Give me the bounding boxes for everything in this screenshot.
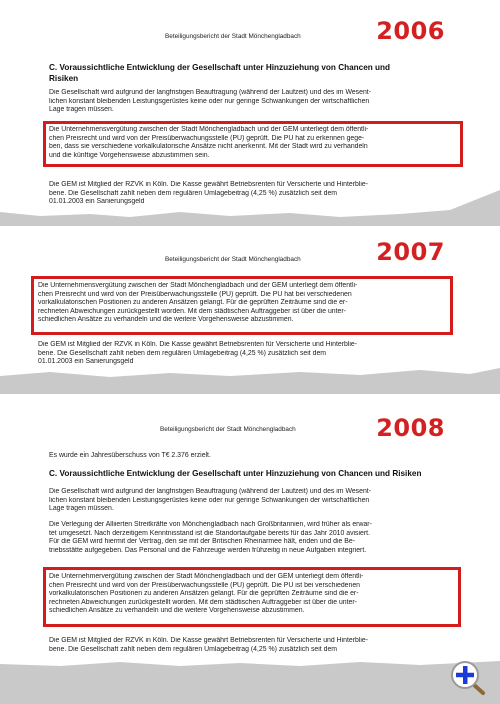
zoom-in-magnifier-icon	[450, 660, 486, 696]
surplus-line: Es wurde ein Jahresüberschuss von T€ 2.376 erzielt.	[49, 452, 211, 459]
torn-edge	[0, 646, 500, 704]
paragraph-relocation: Die Verlegung der Alliierten Streitkräfte von Mönchengladbach nach Großbritannien, wird früher als erwar- tet umgesetzt. Nach derzeitigem Kenntnisstand ist die Standortaufgabe bereits für das Jahr 2010 avisiert. Für die GEM wird hiermit der Vertrag, den sie mit der Britischen Rheinarmee hält, enden und die Be- triebsstätte aufgegeben. Das Personal und die Fahrzeuge werden frühzeitig in neue Aufgaben integriert.	[49, 521, 372, 554]
page-header: Beteiligungsbericht der Stadt Mönchengladbach	[160, 426, 296, 433]
torn-edge	[0, 190, 500, 230]
paragraph-highlighted: Die Unternehmervergütung zwischen der Stadt Mönchengladbach und der GEM unterliegt dem öffentli- chen Preisrecht und wird von der Preisüberwachungsstelle (PÜ) geprüft. Die PÜ ist bei verschiedenen vorkalkulatorischen Positionen zu anderen Ansätzen gelangt. Für die geprüften Zeiträume sind die er- rechneten Abweichungen zurückgestellt worden. Mit dem städtischen Auftraggeber ist über die unter- schiedlichen Ansätze zu verhandeln und die weitere Vorgehensweise abzustimmen.	[49, 573, 364, 615]
paragraph-highlighted: Die Unternehmensvergütung zwischen der Stadt Mönchengladbach und der GEM unterliegt dem öffentli- chen Preisrecht und wird von der Preisüberwachungsstelle (PÜ) geprüft. Die PÜ hat zu erkennen gege- ben, dass sie verschiedene vorkalkulatorische Ansätze nicht anerkennt. Mit der Stadt wird zu verhandeln und die künftige Vorgehensweise abzustimmen sein.	[49, 126, 369, 159]
year-label: 2008	[376, 414, 445, 442]
zoom-in-button[interactable]	[450, 660, 486, 696]
year-label: 2007	[376, 238, 445, 266]
panel-2008	[0, 394, 500, 666]
paragraph-outlook: Die Gesellschaft wird aufgrund der langfristigen Beauftragung (während der Laufzeit) und des im Wesent- lichen konstant bleibenden Leistungsgerüstes keine oder nur geringe Schwankungen der wirtschaftlichen Lage tragen müssen.	[49, 488, 371, 513]
paragraph-rzvk: Die GEM ist Mitglied der RZVK in Köln. Die Kasse gewährt Betriebsrenten für Versicherte und Hinterblie- bene. Die Gesellschaft zahlt neben dem regulären Umlagebeitrag (4,25 %) zusätzlich seit dem 01.01.2003 ein Sanierungsgeld	[49, 181, 369, 206]
page-header: Beteiligungsbericht der Stadt Mönchengladbach	[165, 33, 301, 40]
paragraph-rzvk: Die GEM ist Mitglied der RZVK in Köln. Die Kasse gewährt Betriebsrenten für Versicherte und Hinterblie- bene. Die Gesellschaft zahlt neben dem regulären Umlagebeitrag (4,25 %) zusätzlich seit dem	[49, 637, 369, 653]
section-heading: C. Voraussichtliche Entwicklung der Gesellschaft unter Hinzuziehung von Chancen und Risiken	[49, 63, 391, 83]
paragraph-highlighted: Die Unternehmensvergütung zwischen der Stadt Mönchengladbach und der GEM unterliegt dem öffentli- chen Preisrecht und wird von der Preisüberwachungsstelle (PÜ) geprüft. Die PÜ hat bei verschiedenen vorkalkulatorischen Positionen zu anderen Ansätzen gelangt. Für die geprüften Zeiträume sind die er- rechneten Abweichungen zurückgestellt worden. Mit dem städtischen Auftraggeber ist über die unter- schiedlichen Ansätze zu verhandeln und die weitere Vorgehensweise abzustimmen.	[38, 282, 358, 324]
section-heading: C. Voraussichtliche Entwicklung der Gesellschaft unter Hinzuziehung von Chancen und Risiken	[49, 469, 422, 478]
paragraph-rzvk: Die GEM ist Mitglied der RZVK in Köln. Die Kasse gewährt Betriebsrenten für Versicherte und Hinterblie- bene. Die Gesellschaft zahlt neben dem regulären Umlagebeitrag (4,25 %) zusätzlich seit dem 01.01.2003 ein Sanierungsgeld	[38, 341, 358, 366]
page-header: Beteiligungsbericht der Stadt Mönchengladbach	[165, 256, 301, 263]
panel-2006	[0, 0, 500, 215]
year-label: 2006	[376, 17, 445, 45]
paragraph-outlook: Die Gesellschaft wird aufgrund der langfristigen Beauftragung (während der Laufzeit) und des im Wesent- lichen konstant bleibenden Leistungsgerüstes keine oder nur geringe Schwankungen der wirtschaftlichen Lage tragen müssen.	[49, 89, 371, 114]
